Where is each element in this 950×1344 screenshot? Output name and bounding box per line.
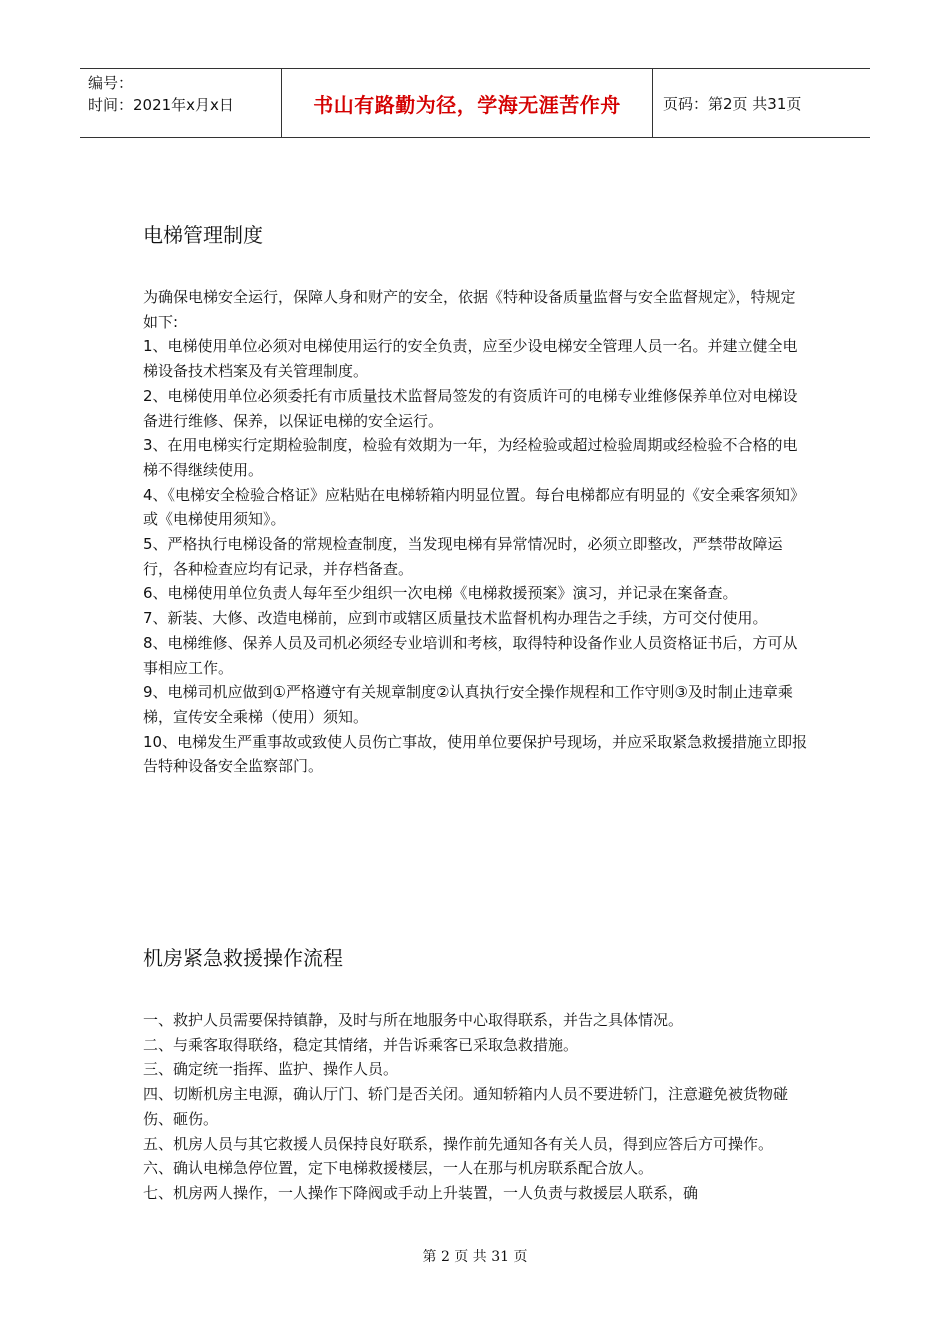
- procedure-paragraph: 二、与乘客取得联络，稳定其情绪，并告诉乘客已采取急救措施。: [143, 1035, 579, 1054]
- header-motto: 书山有路勤为径，学海无涯苦作舟: [281, 69, 653, 137]
- rules-paragraph: 8、电梯维修、保养人员及司机必须经专业培训和考核，取得特种设备作业人员资格证书后，方可从事相应工作。: [143, 633, 798, 677]
- procedure-paragraph: 六、确认电梯急停位置，定下电梯救援楼层，一人在那与机房联系配合放人。: [143, 1159, 654, 1178]
- procedure-paragraph: 四、切断机房主电源，确认厅门、轿门是否关闭。通知轿箱内人员不要进轿门，注意避免被货物碰伤、砸伤。: [143, 1085, 789, 1128]
- procedure-paragraph: 七、机房两人操作，一人操作下降阀或手动上升装置，一人负责与救援层人联系，确: [143, 1183, 699, 1202]
- elevator-rules-text: [143, 285, 808, 779]
- document-time-label: 时间：2021年x月x日: [88, 96, 234, 114]
- rules-paragraph: 2、电梯使用单位必须委托有市质量技术监督局签发的有资质许可的电梯专业维修保养单位对电梯设备进行维修、保养，以保证电梯的安全运行。: [143, 386, 798, 430]
- procedure-paragraph: 三、确定统一指挥、监护、操作人员。: [143, 1060, 399, 1079]
- rules-paragraph: 4、《电梯安全检验合格证》应粘贴在电梯轿箱内明显位置。每台电梯都应有明显的《安全乘客须知》或《电梯使用须知》。: [143, 485, 806, 529]
- procedure-paragraph: 五、机房人员与其它救援人员保持良好联系，操作前先通知各有关人员，得到应答后方可操作。: [143, 1134, 774, 1153]
- rules-paragraph: 7、新装、大修、改造电梯前，应到市或辖区质量技术监督机构办理告之手续，方可交付使用。: [143, 609, 768, 628]
- header-page-info: 页码：第2页 共31页: [663, 94, 802, 113]
- rules-paragraph: 3、在用电梯实行定期检验制度，检验有效期为一年，为经检验或超过检验周期或经检验不合格的电梯不得继续使用。: [143, 436, 798, 479]
- rules-paragraph: 6、电梯使用单位负责人每年至少组织一次电梯《电梯救援预案》演习，并记录在案备查。: [143, 584, 738, 603]
- rescue-procedure-text: [143, 1008, 808, 1206]
- section-title-elevator-rules: 电梯管理制度: [143, 223, 263, 247]
- rules-paragraph: 10、电梯发生严重事故或致使人员伤亡事故，使用单位要保护号现场，并应采取紧急救援措施立即报告特种设备安全监察部门。: [143, 732, 808, 776]
- rules-paragraph: 5、严格执行电梯设备的常规检查制度，当发现电梯有异常情况时，必须立即整改，严禁带故障运行，各种检查应均有记录，并存档备查。: [143, 535, 783, 578]
- page-header: [80, 68, 870, 138]
- rules-paragraph: 9、电梯司机应做到①严格遵守有关规章制度②认真执行安全操作规程和工作守则③及时制止违章乘梯，宣传安全乘梯（使用）须知。: [143, 683, 793, 726]
- page-footer: 第 2 页 共 31 页: [422, 1249, 528, 1265]
- document-number-label: 编号：: [88, 74, 134, 92]
- rules-paragraph: 为确保电梯安全运行，保障人身和财产的安全，依据《特种设备质量监督与安全监督规定》，特规定如下:: [143, 288, 796, 331]
- section-title-rescue-procedure: 机房紧急救援操作流程: [143, 946, 343, 970]
- rules-paragraph: 1、电梯使用单位必须对电梯使用运行的安全负责，应至少设电梯安全管理人员一名。并建立健全电梯设备技术档案及有关管理制度。: [143, 337, 798, 381]
- header-info-cell: [80, 69, 281, 137]
- procedure-paragraph: 一、救护人员需要保持镇静，及时与所在地服务中心取得联系，并告之具体情况。: [143, 1011, 684, 1029]
